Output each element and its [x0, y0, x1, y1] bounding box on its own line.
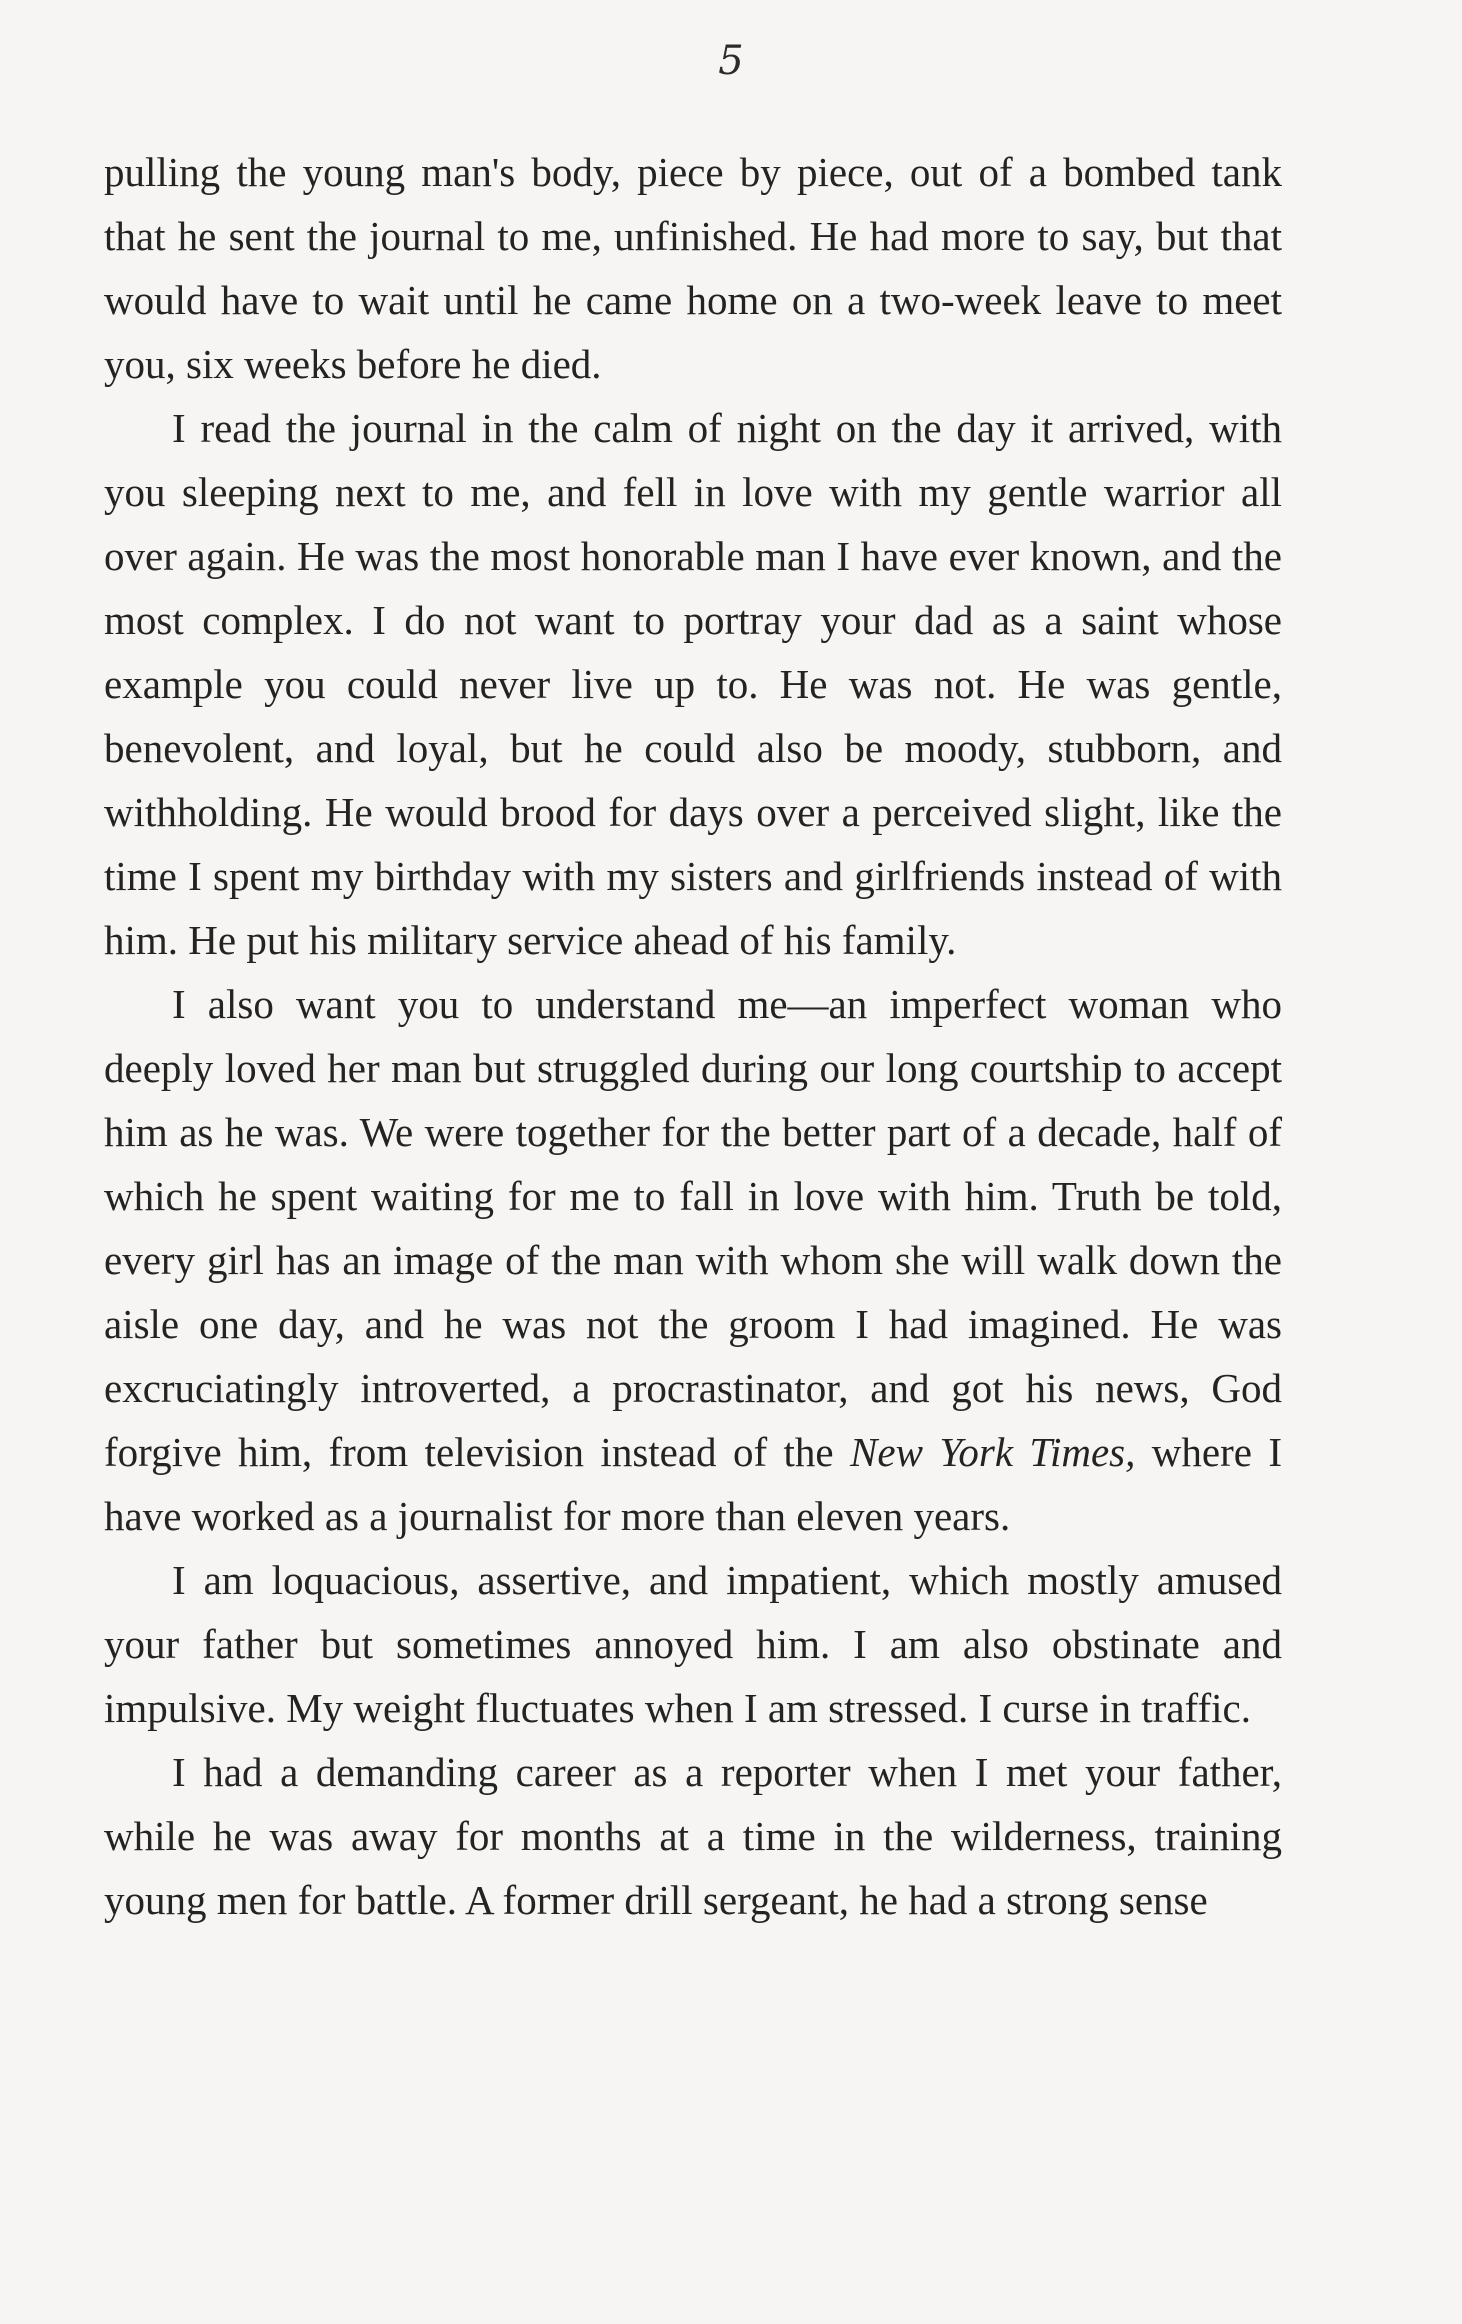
paragraph-3-part-2: where I have worked as a journalist for more than eleven years.	[104, 1429, 1282, 1539]
body-text	[104, 140, 1282, 1932]
paragraph-4: I am loquacious, assertive, and impatient, which mostly amused your father but sometimes annoyed him. I am also obstinate and impulsive. My weight fluctuates when I am stressed. I curse in traffic.	[104, 1557, 1282, 1731]
paragraph-3	[104, 972, 1282, 1548]
paragraph-2: I read the journal in the calm of night on the day it arrived, with you sleeping next to me, and fell in love with my gentle warrior all over again. He was the most honorable man I have ever known, and the most complex. I do not want to portray your dad as a saint whose example you could never live up to. He was not. He was gentle, benevolent, and loyal, but he could also be moody, stubborn, and withholding. He would brood for days over a perceived slight, like the time I spent my birthday with my sisters and girlfriends instead of with him. He put his military service ahead of his family.	[104, 405, 1282, 963]
paragraph-1: pulling the young man's body, piece by piece, out of a bombed tank that he sent the journal to me, unfinished. He had more to say, but that would have to wait until he came home on a two-week leave to meet you, six weeks before he died.	[104, 149, 1282, 387]
newspaper-title: New York Times,	[850, 1429, 1136, 1475]
paragraph-5: I had a demanding career as a reporter when I met your father, while he was away for months at a time in the wilderness, training young men for battle. A former drill sergeant, he had a strong sense	[104, 1749, 1282, 1923]
page-number: 5	[718, 38, 744, 84]
paragraph-3-part-1: I also want you to understand me—an imperfect woman who deeply loved her man but struggled during our long courtship to accept him as he was. We were together for the better part of a decade, half of which he spent waiting for me to fall in love with him. Truth be told, every girl has an image of the man with whom she will walk down the aisle one day, and he was not the groom I had imagined. He was excruciatingly introverted, a procrastinator, and got his news, God forgive him, from television instead of the	[104, 981, 1282, 1475]
